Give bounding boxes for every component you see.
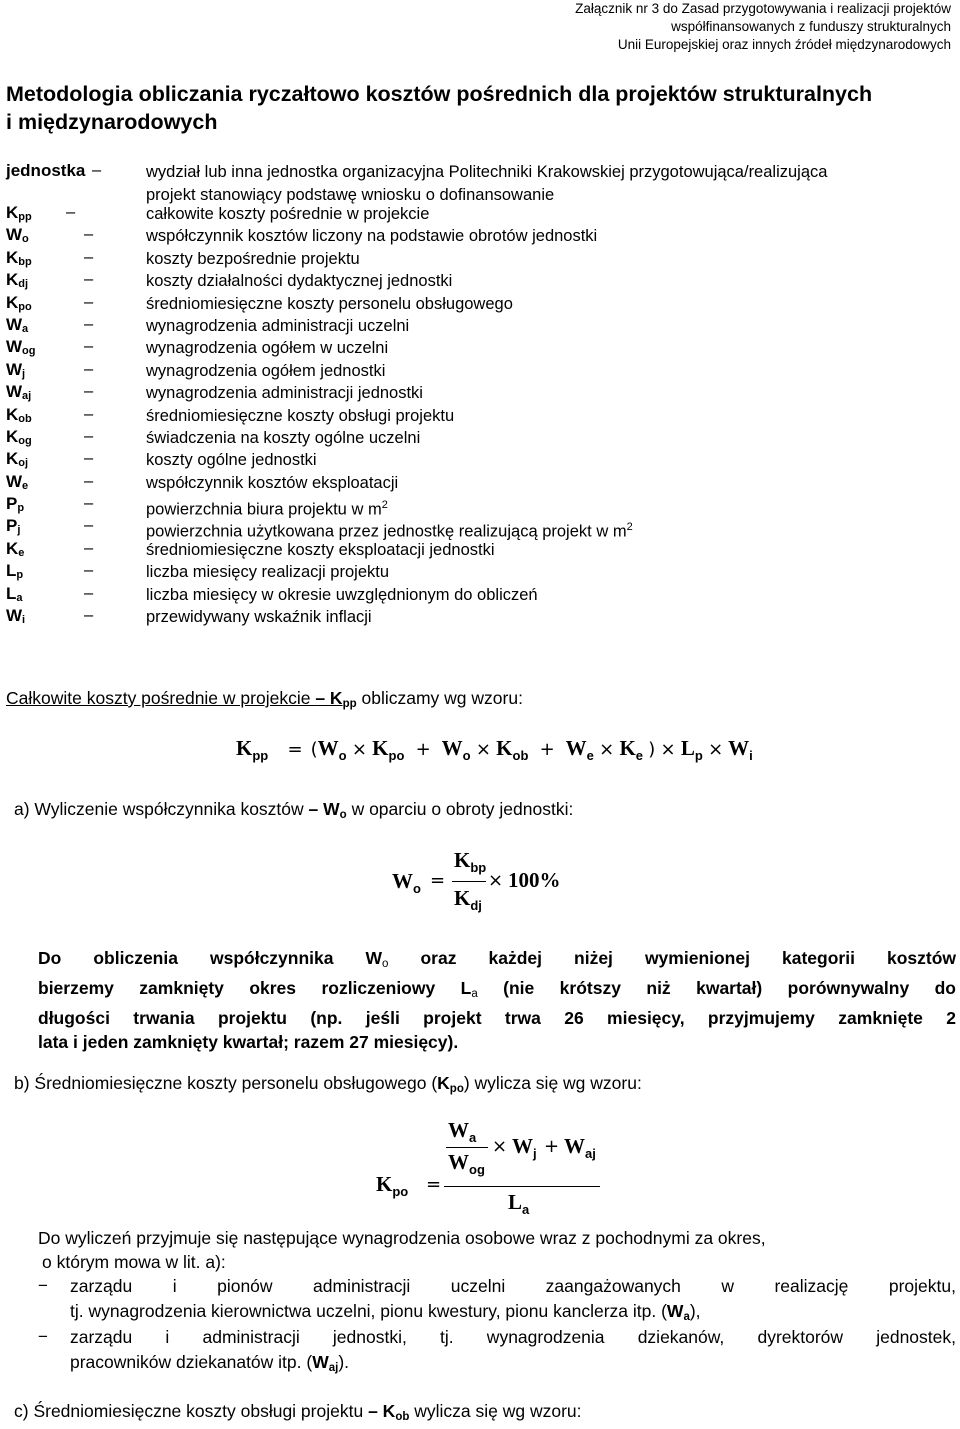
formula-kpo-wa-sub: a bbox=[469, 1130, 477, 1145]
glossary-definition-text: wynagrodzenia ogółem w uczelni bbox=[146, 339, 389, 358]
glossary-definition bbox=[146, 161, 960, 206]
glossary-symbol bbox=[6, 315, 28, 335]
formula-kpo-inner-bar bbox=[446, 1147, 488, 1148]
glossary-definition bbox=[146, 248, 960, 271]
glossary-symbol-sub: dj bbox=[18, 278, 29, 291]
glossary-definition bbox=[146, 449, 960, 472]
note-text: (nie krótszy niż kwartał) porównywalny do bbox=[477, 978, 956, 998]
formula-kpp-term: K bbox=[496, 736, 513, 760]
glossary-definition-text: koszty bezpośrednie projektu bbox=[146, 249, 360, 268]
glossary-superscript: 2 bbox=[381, 499, 388, 512]
glossary-definition-text: średniomiesięczne koszty personelu obsługowego bbox=[146, 294, 513, 313]
section-a-sym: W bbox=[323, 799, 340, 819]
glossary-dash: – bbox=[84, 516, 94, 535]
glossary bbox=[6, 158, 956, 628]
glossary-symbol bbox=[6, 561, 23, 581]
formula-kpp-term-sub: ob bbox=[512, 748, 529, 763]
bullet-1-text: tj. wynagrodzenia kierownictwa uczelni, pionu kwestury, pionu kanclerza itp. ( bbox=[70, 1301, 667, 1321]
formula-kpp-times: × bbox=[708, 739, 724, 760]
glossary-definition bbox=[146, 315, 960, 338]
glossary-symbol-sub: p bbox=[16, 569, 24, 582]
bullet-1-sub: a bbox=[683, 1311, 690, 1323]
glossary-symbol bbox=[6, 472, 28, 492]
glossary-symbol-main: K bbox=[6, 270, 19, 290]
glossary-entry bbox=[6, 360, 956, 382]
formula-kpo-den-sym: L bbox=[508, 1190, 523, 1214]
section-c-sym: K bbox=[382, 1401, 396, 1421]
section-a-symbol bbox=[323, 799, 347, 819]
formula-wo-den-sub: dj bbox=[470, 898, 482, 913]
glossary-symbol-main: W bbox=[6, 337, 23, 357]
formula-kpp-term-sub: po bbox=[388, 748, 405, 763]
glossary-dash: – bbox=[84, 247, 94, 266]
glossary-definition-text: koszty działalności dydaktycznej jednostki bbox=[146, 272, 453, 291]
glossary-entry bbox=[6, 494, 956, 519]
formula-kpo-wog bbox=[448, 1150, 485, 1177]
formula-kpo-wog-sub: og bbox=[469, 1162, 485, 1177]
formula-kpo-wa bbox=[448, 1118, 476, 1145]
title-line-2: i międzynarodowych bbox=[6, 110, 218, 134]
glossary-term: jednostka bbox=[6, 161, 86, 180]
formula-kpo-wj-sub: j bbox=[533, 1146, 537, 1161]
glossary-symbol-sub: a bbox=[22, 322, 29, 335]
glossary-entry bbox=[6, 315, 956, 337]
glossary-definition-text: powierzchnia biura projektu w m bbox=[146, 500, 382, 519]
formula-kpp-lhs: K bbox=[236, 736, 253, 760]
formula-kpo-plus: + bbox=[544, 1136, 560, 1157]
glossary-definition bbox=[146, 270, 960, 293]
note-sub: o bbox=[382, 958, 389, 970]
note-text: bierzemy zamknięty okres rozliczeniowy L bbox=[38, 978, 472, 998]
formula-kpo-waj bbox=[564, 1134, 596, 1161]
glossary-symbol bbox=[6, 494, 24, 514]
note-text: Do obliczenia współczynnika W bbox=[38, 948, 383, 968]
formula-kpp-times: × bbox=[351, 739, 367, 760]
formula-kpp-term: W bbox=[441, 736, 463, 760]
formula-kpp-term: W bbox=[728, 736, 750, 760]
bullet-list bbox=[0, 1274, 958, 1374]
glossary-symbol-main: K bbox=[6, 404, 19, 424]
note-line-4: lata i jeden zamknięty kwartał; razem 27 miesięcy). bbox=[38, 1032, 459, 1052]
glossary-symbol-main: W bbox=[6, 606, 23, 626]
paragraph-b-line-2: o którym mowa w lit. a): bbox=[42, 1252, 226, 1272]
glossary-symbol bbox=[6, 405, 32, 425]
section-b-sym: K bbox=[437, 1073, 450, 1093]
glossary-dash: – bbox=[84, 426, 94, 445]
glossary-definition-text: współczynnik kosztów liczony na podstawie obrotów jednostki bbox=[146, 227, 598, 246]
paragraph-b-line-1: Do wyliczeń przyjmuje się następujące wynagrodzenia osobowe wraz z pochodnymi za okres, bbox=[38, 1228, 766, 1248]
glossary-entry bbox=[6, 293, 956, 315]
formula-wo-equals: = bbox=[430, 870, 446, 891]
glossary-symbol-sub: e bbox=[18, 546, 25, 559]
total-heading-text bbox=[6, 688, 357, 708]
glossary-definition-text: średniomiesięczne koszty obsługi projektu bbox=[146, 406, 455, 425]
glossary-definition bbox=[146, 561, 960, 584]
section-c-symbol bbox=[383, 1401, 410, 1421]
glossary-definition bbox=[146, 225, 960, 248]
glossary-symbol-main: K bbox=[6, 247, 19, 267]
section-a-dash: – bbox=[308, 799, 319, 819]
formula-wo bbox=[392, 848, 592, 918]
formula-kpo-waj-sym: W bbox=[564, 1134, 585, 1158]
document-title bbox=[6, 80, 872, 136]
total-heading-symbol bbox=[330, 688, 357, 708]
formula-kpp-term: L bbox=[680, 736, 695, 760]
glossary-definition-text: wynagrodzenia ogółem jednostki bbox=[146, 361, 386, 380]
glossary-dash: – bbox=[84, 494, 94, 513]
bullet-marker: − bbox=[38, 1276, 48, 1295]
glossary-entry bbox=[6, 472, 956, 494]
glossary-entry bbox=[6, 584, 956, 606]
total-heading-dash: – bbox=[315, 688, 326, 708]
glossary-list bbox=[6, 203, 956, 628]
note-line-1 bbox=[38, 946, 956, 976]
glossary-entry bbox=[6, 405, 956, 427]
formula-kpp-term-sub: e bbox=[635, 748, 644, 763]
formula-wo-times: × bbox=[488, 870, 504, 891]
glossary-symbol-main: K bbox=[6, 292, 19, 312]
glossary-dash: – bbox=[84, 337, 94, 356]
glossary-symbol bbox=[6, 584, 23, 604]
glossary-symbol bbox=[6, 427, 32, 447]
glossary-definition-text: całkowite koszty pośrednie w projekcie bbox=[146, 205, 430, 223]
formula-kpo-den-sub: a bbox=[522, 1202, 530, 1217]
section-c-sub: ob bbox=[395, 1411, 410, 1423]
section-b-text-1: b) Średniomiesięczne koszty personelu obsługowego ( bbox=[14, 1073, 438, 1093]
glossary-dash: – bbox=[84, 225, 94, 244]
formula-kpp-lhs-sub: pp bbox=[252, 748, 269, 763]
glossary-definition bbox=[146, 472, 960, 495]
formula-kpp-term: W bbox=[565, 736, 587, 760]
total-cost-heading bbox=[6, 686, 523, 716]
formula-wo-num-sym: K bbox=[454, 848, 471, 872]
glossary-symbol-main: P bbox=[6, 494, 18, 514]
glossary-dash: – bbox=[84, 270, 94, 289]
bullet-2-line-1: zarządu i administracji jednostki, tj. wynagrodzenia dziekanów, dyrektorów jednostek, bbox=[70, 1327, 956, 1347]
glossary-symbol bbox=[6, 203, 32, 223]
glossary-dash: – bbox=[66, 203, 76, 221]
note-text: oraz każdej niżej wymienionej kategorii kosztów bbox=[388, 948, 956, 968]
glossary-definition bbox=[146, 360, 960, 383]
glossary-symbol-sub: ob bbox=[18, 412, 32, 425]
glossary-symbol-sub: og bbox=[18, 434, 32, 447]
glossary-dash: – bbox=[84, 583, 94, 602]
glossary-symbol-sub: o bbox=[22, 233, 29, 246]
formula-kpp-times: × bbox=[660, 739, 676, 760]
glossary-definition-text: liczba miesięcy realizacji projektu bbox=[146, 563, 390, 582]
glossary-definition bbox=[146, 539, 960, 562]
glossary-dash: – bbox=[84, 561, 94, 580]
header-line-1: Załącznik nr 3 do Zasad przygotowywania i realizacji projektów bbox=[575, 1, 951, 16]
glossary-symbol-sub: og bbox=[22, 345, 36, 358]
glossary-definition bbox=[146, 405, 960, 428]
note-sub: a bbox=[471, 988, 478, 1000]
total-heading-text-2: obliczamy wg wzoru: bbox=[356, 688, 523, 708]
glossary-symbol-main: L bbox=[6, 561, 17, 581]
section-b-sub: po bbox=[449, 1083, 464, 1095]
glossary-symbol-sub: po bbox=[18, 300, 32, 313]
note-paragraph bbox=[38, 946, 956, 1054]
section-c-text-2: wylicza się wg wzoru: bbox=[409, 1401, 582, 1421]
formula-kpp-rparen: ) bbox=[648, 739, 656, 760]
glossary-definition-text: przewidywany wskaźnik inflacji bbox=[146, 608, 372, 627]
section-a-heading bbox=[14, 797, 573, 827]
bullet-1-text-end: ), bbox=[689, 1301, 701, 1321]
glossary-entry bbox=[6, 449, 956, 471]
header-line-2: współfinansowanych z funduszy strukturalnych bbox=[671, 19, 951, 34]
formula-kpo-denominator bbox=[508, 1190, 529, 1217]
formula-kpo-lhs bbox=[376, 1172, 408, 1199]
glossary-definition-text: świadczenia na koszty ogólne uczelni bbox=[146, 428, 421, 447]
glossary-symbol bbox=[6, 382, 31, 402]
formula-kpo-wj bbox=[512, 1134, 537, 1161]
document-header bbox=[575, 0, 951, 54]
bullet-1-symbol bbox=[667, 1301, 690, 1321]
note-line-2 bbox=[38, 976, 956, 1006]
bullet-marker: − bbox=[38, 1327, 48, 1346]
glossary-entry bbox=[6, 337, 956, 359]
formula-kpp-times: × bbox=[599, 739, 615, 760]
total-heading-text-1: Całkowite koszty pośrednie w projekcie bbox=[6, 688, 316, 708]
glossary-entry bbox=[6, 270, 956, 292]
glossary-symbol bbox=[6, 606, 25, 626]
bullet-2-line-2 bbox=[70, 1350, 349, 1380]
formula-wo-numerator bbox=[454, 848, 486, 875]
glossary-definition bbox=[146, 203, 960, 226]
formula-kpo-wog-sym: W bbox=[448, 1150, 469, 1174]
paragraph-b bbox=[38, 1226, 956, 1274]
glossary-symbol-sub: a bbox=[16, 591, 23, 604]
glossary-entry bbox=[6, 561, 956, 583]
formula-wo-percent: 100% bbox=[508, 868, 561, 892]
section-b-heading bbox=[14, 1071, 642, 1101]
glossary-definition bbox=[146, 427, 960, 450]
glossary-superscript: 2 bbox=[626, 521, 633, 534]
glossary-symbol-main: W bbox=[6, 225, 23, 245]
glossary-symbol-main: K bbox=[6, 538, 19, 558]
glossary-symbol bbox=[6, 248, 32, 268]
glossary-symbol-sub: bp bbox=[18, 255, 32, 268]
glossary-symbol bbox=[6, 225, 29, 245]
formula-kpo-main-bar bbox=[444, 1186, 600, 1187]
glossary-symbol bbox=[6, 539, 24, 559]
glossary-symbol-sub: j bbox=[22, 367, 26, 380]
formula-kpo-lhs-sym: K bbox=[376, 1172, 393, 1196]
glossary-definition-text: liczba miesięcy w okresie uwzględnionym do obliczeń bbox=[146, 585, 538, 604]
glossary-dash: – bbox=[84, 314, 94, 333]
glossary-symbol bbox=[6, 360, 25, 380]
glossary-definition bbox=[146, 606, 960, 629]
glossary-entry bbox=[6, 606, 956, 628]
header-line-3: Unii Europejskiej oraz innych źródeł międzynarodowych bbox=[617, 37, 951, 52]
section-b-symbol bbox=[437, 1073, 464, 1093]
glossary-symbol-main: K bbox=[6, 449, 19, 469]
glossary-dash: – bbox=[84, 382, 94, 401]
glossary-entry bbox=[6, 427, 956, 449]
formula-kpo-wj-sym: W bbox=[512, 1134, 533, 1158]
glossary-definition bbox=[146, 337, 960, 360]
glossary-symbol bbox=[6, 270, 28, 290]
glossary-dash: – bbox=[84, 292, 94, 311]
glossary-symbol-main: W bbox=[6, 314, 23, 334]
glossary-symbol bbox=[6, 516, 20, 536]
title-line-1: Metodologia obliczania ryczałtowo kosztów pośrednich dla projektów strukturalnych bbox=[6, 82, 873, 106]
bullet-1-line-1: zarządu i pionów administracji uczelni zaangażowanych w realizację projektu, bbox=[70, 1276, 956, 1296]
section-b-text-2: ) wylicza się wg wzoru: bbox=[463, 1073, 642, 1093]
formula-wo-num-sub: bp bbox=[470, 860, 487, 875]
section-c-heading bbox=[14, 1399, 582, 1429]
glossary-definition-line-1: wydział lub inna jednostka organizacyjna Politechniki Krakowskiej przygotowująca/realizująca bbox=[146, 163, 828, 181]
formula-kpp-term-sub: e bbox=[586, 748, 594, 763]
section-c-dash: – bbox=[368, 1401, 378, 1421]
glossary-definition bbox=[146, 584, 960, 607]
glossary-symbol-main: K bbox=[6, 426, 19, 446]
section-a-text-1: a) Wyliczenie współczynnika kosztów bbox=[14, 799, 309, 819]
glossary-definition-text: średniomiesięczne koszty eksploatacji jednostki bbox=[146, 540, 495, 559]
formula-kpo-waj-sub: aj bbox=[585, 1146, 596, 1161]
formula-kpp-term-sub: p bbox=[694, 748, 703, 763]
glossary-entry bbox=[6, 382, 956, 404]
formula-kpp bbox=[236, 736, 753, 763]
glossary-definition bbox=[146, 293, 960, 316]
total-heading-sym: K bbox=[329, 688, 343, 708]
glossary-definition-line-2: projekt stanowiący podstawę wniosku o dofinansowanie bbox=[146, 185, 555, 204]
bullet-2-symbol bbox=[312, 1352, 338, 1372]
section-a-text-2: w oparciu o obroty jednostki: bbox=[346, 799, 574, 819]
section-a-sub: o bbox=[339, 809, 347, 821]
glossary-symbol-sub: i bbox=[22, 614, 26, 627]
formula-wo-denominator bbox=[454, 886, 482, 913]
formula-kpp-term: K bbox=[372, 736, 389, 760]
total-heading-sub: pp bbox=[342, 698, 357, 710]
glossary-entry bbox=[6, 248, 956, 270]
glossary-entry bbox=[6, 516, 956, 541]
glossary-definition bbox=[146, 382, 960, 405]
formula-kpp-times: × bbox=[475, 739, 491, 760]
formula-kpo bbox=[376, 1118, 616, 1218]
formula-kpp-equals: = bbox=[287, 739, 303, 760]
bullet-2-sub: aj bbox=[328, 1362, 339, 1374]
glossary-symbol-sub: pp bbox=[18, 211, 32, 223]
formula-wo-lhs-sub: o bbox=[413, 881, 421, 896]
glossary-symbol-main: K bbox=[6, 203, 19, 222]
glossary-symbol-main: P bbox=[6, 516, 18, 536]
formula-kpp-term-sub: o bbox=[338, 748, 347, 763]
glossary-definition-text: współczynnik kosztów eksploatacji bbox=[146, 473, 399, 492]
glossary-definition-text: koszty ogólne jednostki bbox=[146, 451, 317, 470]
formula-kpo-wa-sym: W bbox=[448, 1118, 469, 1142]
formula-kpp-term: K bbox=[619, 736, 636, 760]
formula-kpp-term: W bbox=[317, 736, 339, 760]
glossary-symbol-sub: e bbox=[22, 479, 29, 492]
section-c-text-1: c) Średniomiesięczne koszty obsługi projektu bbox=[14, 1401, 369, 1421]
glossary-dash: – bbox=[84, 538, 94, 557]
glossary-dash: – bbox=[84, 404, 94, 423]
glossary-symbol bbox=[6, 293, 32, 313]
glossary-symbol-main: W bbox=[6, 382, 23, 402]
glossary-symbol-sub: aj bbox=[22, 390, 32, 403]
glossary-dash: – bbox=[84, 606, 94, 625]
glossary-entry bbox=[6, 225, 956, 247]
formula-kpp-plus: + bbox=[415, 739, 431, 760]
glossary-symbol-sub: oj bbox=[18, 457, 29, 470]
glossary-dash: – bbox=[84, 359, 94, 378]
bullet-2-text-end: ). bbox=[338, 1352, 350, 1372]
formula-kpo-equals: = bbox=[426, 1174, 442, 1195]
glossary-dash: – bbox=[92, 161, 102, 179]
glossary-entry-jednostka bbox=[6, 158, 956, 203]
glossary-symbol-sub: p bbox=[17, 502, 25, 515]
formula-wo-lhs bbox=[392, 869, 421, 896]
glossary-symbol bbox=[6, 449, 28, 469]
formula-wo-lhs-sym: W bbox=[392, 869, 413, 893]
glossary-symbol-main: L bbox=[6, 583, 17, 603]
glossary-symbol-sub: j bbox=[17, 524, 21, 537]
formula-kpp-lparen: ( bbox=[310, 739, 318, 760]
formula-kpo-times: × bbox=[492, 1136, 508, 1157]
glossary-definition-text: wynagrodzenia administracji jednostki bbox=[146, 384, 423, 403]
bullet-2-sym: W bbox=[312, 1352, 329, 1372]
formula-kpo-lhs-sub: po bbox=[392, 1184, 409, 1199]
glossary-symbol-main: W bbox=[6, 359, 23, 379]
glossary-definition-text: wynagrodzenia administracji uczelni bbox=[146, 316, 410, 335]
formula-kpp-term-sub: o bbox=[462, 748, 471, 763]
glossary-symbol bbox=[6, 337, 36, 357]
glossary-dash: – bbox=[84, 449, 94, 468]
formula-wo-fraction-bar bbox=[452, 881, 486, 882]
glossary-symbol-main: W bbox=[6, 471, 23, 491]
formula-kpp-term-sub: i bbox=[749, 748, 753, 763]
glossary-definition-text: powierzchnia użytkowana przez jednostkę realizującą projekt w m bbox=[146, 522, 627, 541]
glossary-entry bbox=[6, 203, 956, 225]
note-line-3: długości trwania projektu (np. jeśli projekt trwa 26 miesięcy, przyjmujemy zamknięte 2 bbox=[38, 1008, 956, 1028]
formula-kpp-plus: + bbox=[539, 739, 555, 760]
glossary-entry bbox=[6, 539, 956, 561]
formula-wo-den-sym: K bbox=[454, 886, 471, 910]
bullet-2-text: pracowników dziekanatów itp. ( bbox=[70, 1352, 313, 1372]
glossary-dash: – bbox=[84, 471, 94, 490]
bullet-1-sym: W bbox=[666, 1301, 684, 1321]
